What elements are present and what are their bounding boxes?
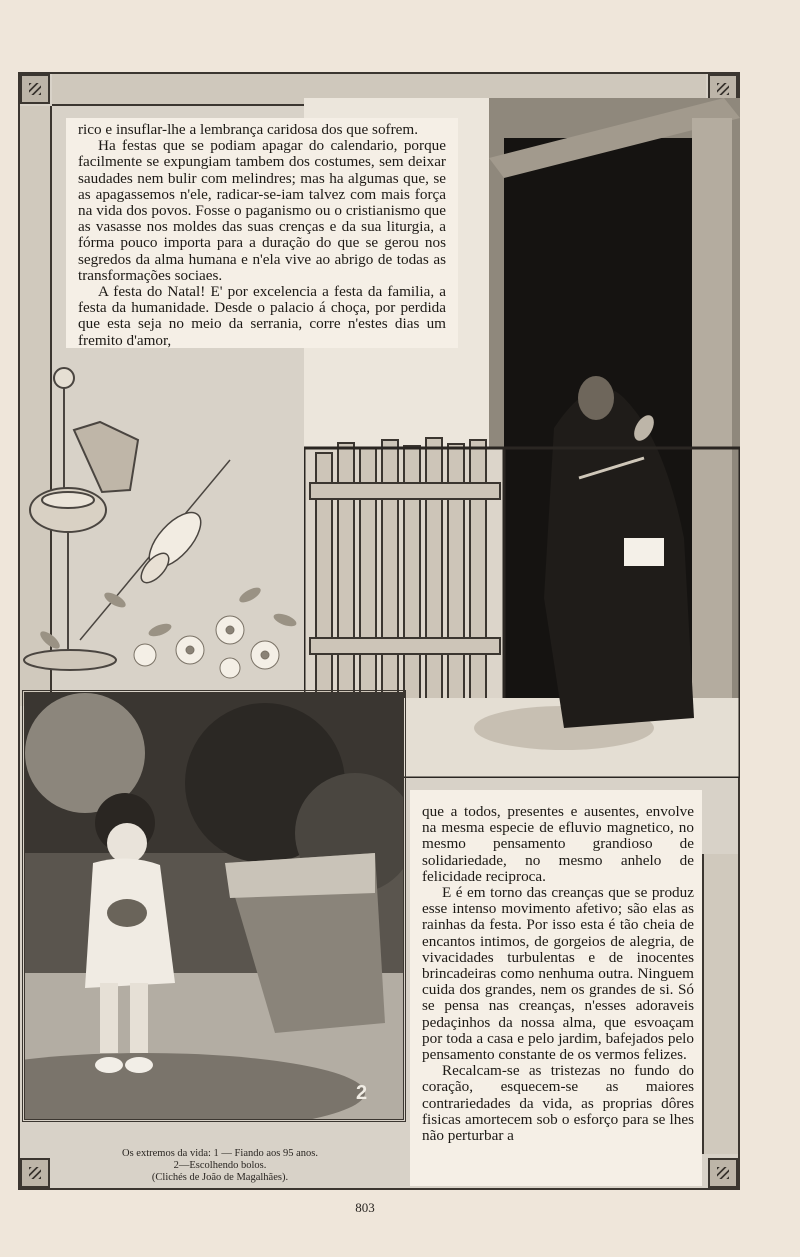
paragraph: que a todos, presentes e ausentes, envolve na mesma especie de efluvio magnetico, no mesmo pensamento grandioso de solidariedade, no mesmo anhelo de felicidade reciproca. [422,803,694,885]
photo-child-choosing-sweets [22,690,406,1122]
frame-right-strip [702,854,738,1154]
photo-2-image [25,693,403,1119]
flower-icon [134,616,279,678]
caption-line: Os extremos da vida: 1 — Fiando aos 95 anos. [122,1148,318,1159]
decorative-illustration [20,350,310,680]
text-block-bottom [410,790,702,1186]
corner-ornament-icon [20,74,50,104]
page-number: 803 [355,1200,375,1215]
paragraph: E é em torno das creanças que se produz esse intenso movimento afetivo; são elas as rainhas da festa. Por isso esta é tão cheia de encantos intimos, de gorgeios de alegria, de vivacidades turbulentas e de inocentes brincadeiras como nenhuma outra. Ninguem cuida dos grandes, nem os grandes de si. Só se pensa nas creanças, n'esses adoraveis pedaçinhos da nossa alma, que esvoaçam por toda a casa e pelo jardim, bafejados pelo pensamento constante de os vermos felizes. [422,884,694,1064]
photo-caption [40,1148,400,1184]
paragraph: rico e insuflar-lhe a lembrança caridosa dos que sofrem. [78,121,419,138]
caption-line: (Clichés de João de Magalhães). [151,1172,289,1183]
text-block-top [66,118,458,348]
paragraph: A festa do Natal! E' por excelencia a festa da familia, a festa da humanidade. Desde o palacio á choça, por perdida que esta seja no meio da serrania, corre n'estes dias um fremito d'amor, [78,283,446,349]
paragraph: Recalcam-se as tristezas no fundo do coração, esquecem-se as maiores contrariedades da vida, as proprias dôres fisicas amortecem sob o esforço para se lhes não perturbar a [422,1062,694,1145]
leaves [38,585,298,652]
corner-ornament-icon [708,1158,738,1188]
photo-2-number: 2 [356,1082,368,1104]
paragraph: Ha festas que se podiam apagar do calendario, porque facilmente se expungiam tambem dos costumes, sem deixar saudades nem bulir com melindres; mas ha algumas que, se as apagassemos n'ele, radicar-se-iam talvez com mais força na vida dos povos. Fosse o paganismo ou o cristianismo que as vasasse nos moldes das suas crenças e da sua liturgia, a fórma pouco importa para a duração do que se gerou nos segredos da alma humana e n'ela vive ao abrigo de todas as transformações sociaes. [78,137,446,284]
oil-lamp-icon [24,368,138,670]
caption-line: 2—Escolhendo bolos. [173,1160,267,1171]
